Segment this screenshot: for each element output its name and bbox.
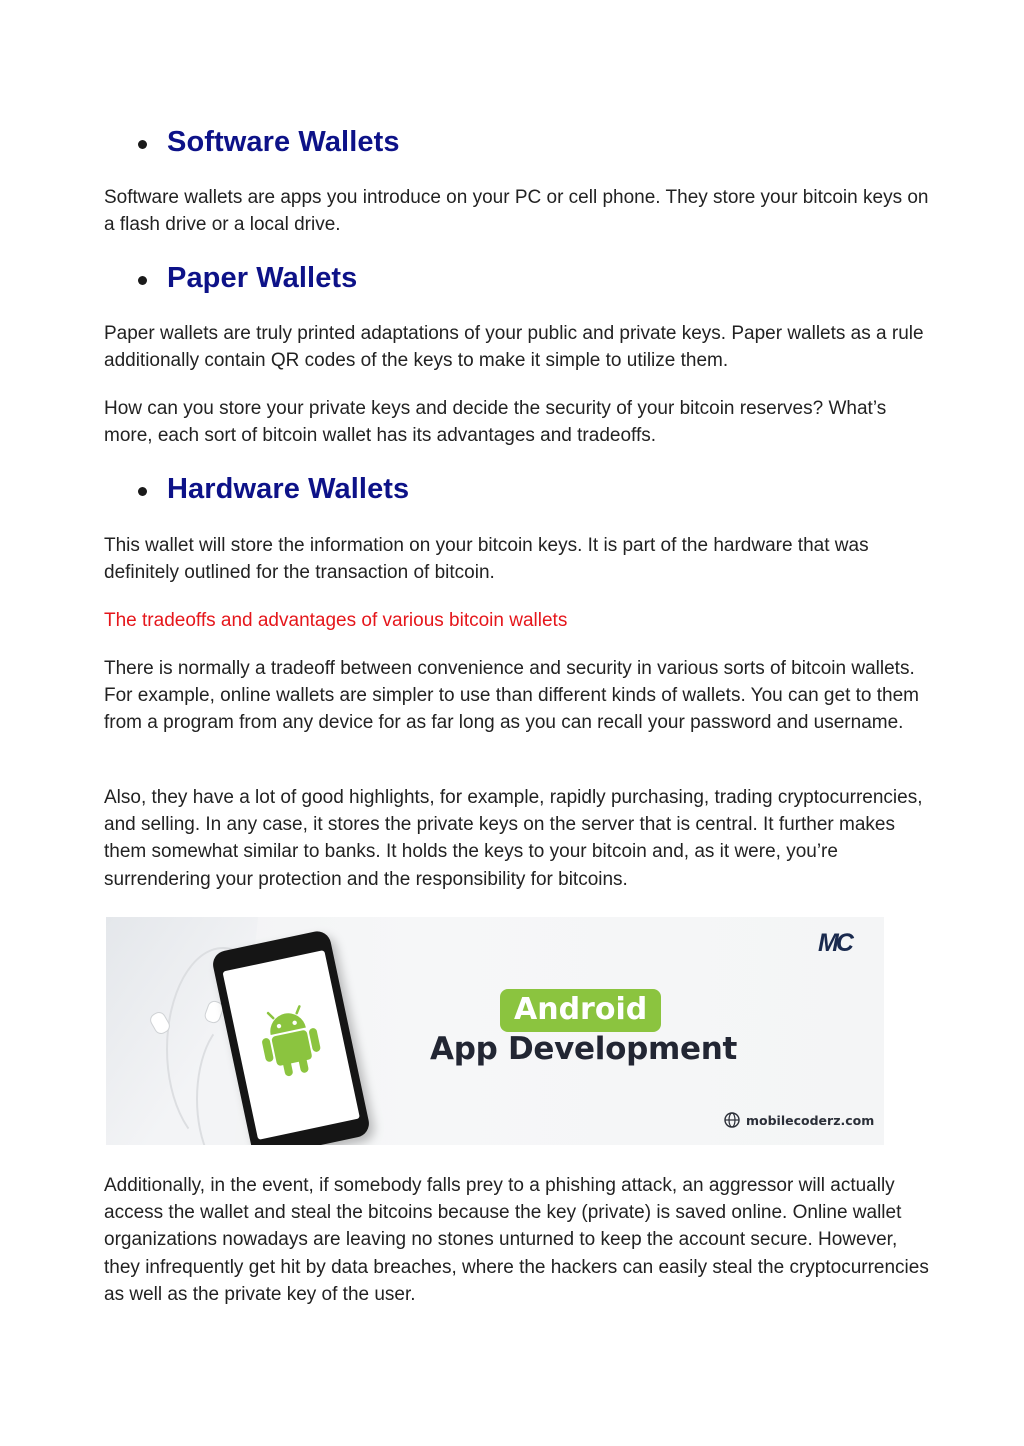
hardware-wallets-paragraph: This wallet will store the information on your bitcoin keys. It is part of the hardware that was definitely outlined for the transaction of bitcoin. [104,535,869,584]
android-robot-icon [253,996,328,1087]
heading-text: Software Wallets [167,126,400,158]
tradeoffs-paragraph-1: There is normally a tradeoff between convenience and security in various sorts of bitcoin wallets. For example, online wallets are simpler to use than different kinds of wallets. You can get to them from a program from any device for as far long as you can recall your password and username. [104,658,919,734]
bullet-icon [138,140,147,149]
globe-icon [724,1112,740,1128]
app-development-title: App Development [430,1031,737,1067]
closing-paragraph: Additionally, in the event, if somebody falls prey to a phishing attack, an aggressor will actually access the wallet and steal the bitcoins because the key (private) is saved online. Online wallet organizations nowadays are leaving no stones unturned to keep the account secure. However, they infrequently get hit by data breaches, where the hackers can easily steal the cryptocurrencies as well as the private key of the user. [104,1175,929,1305]
hardware-wallets-heading [138,473,409,506]
android-label: Android [500,989,661,1032]
software-wallets-paragraph: Software wallets are apps you introduce on your PC or cell phone. They store your bitcoin keys on a flash drive or a local drive. [104,187,929,236]
tradeoffs-paragraph-2: Also, they have a lot of good highlights, for example, rapidly purchasing, trading cryptocurrencies, and selling. In any case, it stores the private keys on the server that is central. It further makes them somewhat similar to banks. It holds the keys to your bitcoin and, as it were, you’re surrendering your protection and the responsibility for bitcoins. [104,787,923,890]
tradeoffs-subheading: The tradeoffs and advantages of various bitcoin wallets [104,610,568,631]
android-app-development-banner [106,917,884,1145]
paper-wallets-paragraph: Paper wallets are truly printed adaptations of your public and private keys. Paper wallets as a rule additionally contain QR codes of the keys to make it simple to utilize them. [104,323,924,372]
software-wallets-heading [138,126,400,159]
mobilecoderz-logo: MC [818,929,851,957]
website-url: mobilecoderz.com [746,1112,875,1128]
paper-wallets-heading [138,262,357,295]
website-label [724,1112,874,1128]
phone-screen [222,950,359,1140]
heading-text: Hardware Wallets [167,473,410,505]
heading-text: Paper Wallets [167,262,358,294]
bullet-icon [138,487,147,496]
bullet-icon [138,276,147,285]
private-keys-paragraph: How can you store your private keys and decide the security of your bitcoin reserves? What’s more, each sort of bitcoin wallet has its advantages and tradeoffs. [104,398,887,447]
